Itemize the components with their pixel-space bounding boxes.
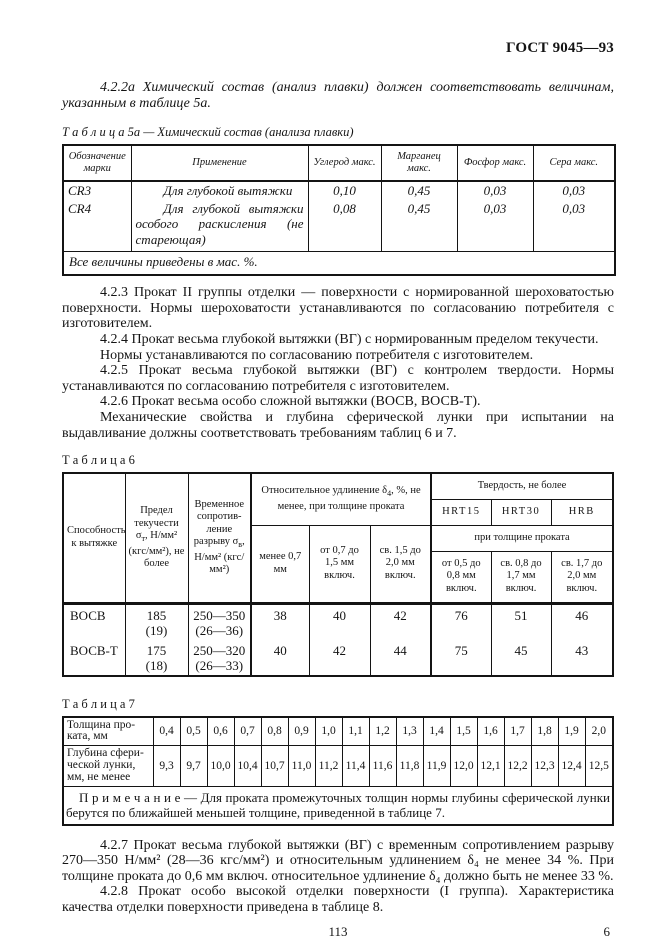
- cell-tensile: 250—320 (26—33): [188, 640, 251, 676]
- cell-carbon: 0,08: [308, 200, 381, 252]
- cell-elong-2: 42: [309, 640, 370, 676]
- depth-value: 12,4: [558, 746, 585, 786]
- thickness-value: 1,6: [477, 717, 504, 746]
- thickness-value: 1,3: [396, 717, 423, 746]
- col-header-hrt15: HRT15: [431, 499, 491, 525]
- cell-sulfur: 0,03: [533, 200, 615, 252]
- col-header-application: Применение: [131, 145, 308, 181]
- thickness-value: 2,0: [585, 717, 613, 746]
- table-6: [62, 472, 614, 677]
- col-header-hard-08-17: св. 0,8 до 1,7 мм включ.: [491, 551, 551, 603]
- depth-value: 12,0: [450, 746, 477, 786]
- para-4-2-3: 4.2.3 Прокат II группы отделки — поверхности с нормированной шероховатостью поверхности. Нормы шероховатости устанавливаются по согласованию потребителя с изготовителем.: [62, 285, 614, 332]
- page-number-center: 113: [328, 923, 348, 939]
- col-header-tensile-strength: Временное сопротивление разрыву $\sigma_в$, Н/мм² (кгс/мм²): [188, 473, 251, 603]
- col-header-sulfur: Сера макс.: [533, 145, 615, 181]
- depth-value: 9,7: [180, 746, 207, 786]
- page-footer: [62, 924, 614, 940]
- para-4-2-7: 4.2.7 Прокат весьма глубокой вытяжки (ВГ) с временным сопротивлением разрыву 270—350 Н/мм² (28—36 кгс/мм²) и относительным удлинением δ₄ не менее 34 %. При толщине проката до 0,6 мм включ. относительное удлинение δ₄ должно быть не менее 33 %.: [62, 837, 614, 884]
- depth-value: 9,3: [153, 746, 180, 786]
- thickness-value: 1,8: [531, 717, 558, 746]
- cell-elong-3: 42: [370, 603, 431, 640]
- thickness-value: 0,4: [153, 717, 180, 746]
- col-header-mark: Обозначение марки: [63, 145, 131, 181]
- para-4-2-5: 4.2.5 Прокат весьма глубокой вытяжки (ВГ) с контролем твердости. Нормы устанавливаются по согласованию потребителя с изготовителем.: [62, 363, 614, 394]
- thickness-value: 1,2: [369, 717, 396, 746]
- cell-manganese: 0,45: [381, 181, 457, 200]
- depth-value: 10,7: [261, 746, 288, 786]
- cell-application: Для глубокой вытяжки: [131, 181, 308, 200]
- table-5a: [62, 144, 616, 276]
- col-group-elongation: Относительное удлинение $\delta_4$, %, не менее, при толщине проката: [251, 473, 431, 525]
- cell-grade: ВОСВ: [63, 603, 125, 640]
- page-number-right: 6: [603, 923, 610, 939]
- cell-phosphorus: 0,03: [457, 181, 533, 200]
- cell-mark: CR3: [68, 183, 92, 199]
- table-row-vosv: [63, 603, 613, 640]
- col-header-elong-07-15: от 0,7 до 1,5 мм включ.: [309, 525, 370, 603]
- cell-grade: ВОСВ-Т: [63, 640, 125, 676]
- table-7-note: П р и м е ч а н и е — Для проката промежуточных толщин нормы глубины сферической лунки берутся по ближайшей меньшей толщине, приведенной в таблице 7.: [63, 786, 613, 825]
- thickness-value: 1,5: [450, 717, 477, 746]
- thickness-value: 1,4: [423, 717, 450, 746]
- thickness-value: 0,8: [261, 717, 288, 746]
- thickness-value: 0,9: [288, 717, 315, 746]
- para-4-2-6b: Механические свойства и глубина сферической лунки при испытании на выдавливание должны соответствовать требованиям таблиц 6 и 7.: [62, 409, 614, 441]
- cell-tensile: 250—350 (26—36): [188, 603, 251, 640]
- table-5a-caption: Т а б л и ц а 5а — Химический состав (анализа плавки): [62, 125, 354, 140]
- depth-value: 12,2: [504, 746, 531, 786]
- cell-yield: 175 (18): [125, 640, 188, 676]
- col-header-elong-lt07: менее 0,7 мм: [251, 525, 309, 603]
- table-5a-footnote-row: [63, 252, 615, 276]
- row-label-thickness: Толщина проката, мм: [63, 717, 153, 746]
- depth-value: 11,4: [342, 746, 369, 786]
- cell-elong-1: 38: [251, 603, 309, 640]
- row-label-depth: Глубина сферической лунки, мм, не менее: [63, 746, 153, 786]
- depth-value: 11,9: [423, 746, 450, 786]
- cell-hard-3: 43: [551, 640, 613, 676]
- thickness-value: 1,1: [342, 717, 369, 746]
- depth-value: 12,1: [477, 746, 504, 786]
- cell-hard-2: 45: [491, 640, 551, 676]
- cell-elong-1: 40: [251, 640, 309, 676]
- cell-application: Для глубокой вытяжки особого раскисления (не стареющая): [131, 200, 308, 252]
- cell-elong-3: 44: [370, 640, 431, 676]
- cell-sulfur: 0,03: [533, 181, 615, 200]
- table-7-caption: Т а б л и ц а 7: [62, 696, 135, 711]
- col-header-carbon: Углерод макс.: [308, 145, 381, 181]
- col-header-hrb: HRB: [551, 499, 613, 525]
- depth-value: 12,3: [531, 746, 558, 786]
- para-4-2-4: 4.2.4 Прокат весьма глубокой вытяжки (ВГ) с нормированным пределом текучести.: [100, 331, 599, 347]
- table-5a-footnote: Все величины приведены в мас. %.: [63, 252, 615, 276]
- cell-phosphorus: 0,03: [457, 200, 533, 252]
- cell-manganese: 0,45: [381, 200, 457, 252]
- col-header-hard-17-20: св. 1,7 до 2,0 мм включ.: [551, 551, 613, 603]
- section-paragraphs: [62, 285, 614, 441]
- thickness-value: 1,9: [558, 717, 585, 746]
- thickness-value: 1,0: [315, 717, 342, 746]
- table-5a-header-row: [63, 145, 615, 181]
- para-4-2-6: 4.2.6 Прокат весьма особо сложной вытяжки (ВОСВ, ВОСВ-Т).: [100, 394, 481, 410]
- col-header-yield-strength: Предел текучести $\sigma_т$, Н/мм² (кгс/мм²), не более: [125, 473, 188, 603]
- table-7-note-row: [63, 786, 613, 825]
- thickness-value: 0,5: [180, 717, 207, 746]
- cell-mark: CR4: [68, 200, 92, 216]
- cell-hard-1: 76: [431, 603, 491, 640]
- col-subheader-hardness-thickness: при толщине проката: [431, 525, 613, 551]
- para-4-2-8: 4.2.8 Прокат особо высокой отделки поверхности (I группа). Характеристика качества отделки поверхности приведена в таблице 8.: [62, 884, 614, 915]
- cell-hard-1: 75: [431, 640, 491, 676]
- col-header-phosphorus: Фосфор макс.: [457, 145, 533, 181]
- table-row-vosv-t: [63, 640, 613, 676]
- thickness-value: 0,6: [207, 717, 234, 746]
- col-header-ability: Способность к вытяжке: [63, 473, 125, 603]
- table-7-depth-row: [63, 746, 613, 786]
- depth-value: 11,2: [315, 746, 342, 786]
- col-header-elong-15-20: св. 1,5 до 2,0 мм включ.: [370, 525, 431, 603]
- col-header-manganese: Марганец макс.: [381, 145, 457, 181]
- col-header-hard-05-08: от 0,5 до 0,8 мм включ.: [431, 551, 491, 603]
- depth-value: 11,8: [396, 746, 423, 786]
- table-row-cr4: [63, 200, 615, 252]
- cell-hard-2: 51: [491, 603, 551, 640]
- cell-carbon: 0,10: [308, 181, 381, 200]
- cell-elong-2: 40: [309, 603, 370, 640]
- depth-value: 11,0: [288, 746, 315, 786]
- thickness-value: 1,7: [504, 717, 531, 746]
- col-header-hrt30: HRT30: [491, 499, 551, 525]
- table-7-thickness-row: [63, 717, 613, 746]
- para-4-2-4b: Нормы устанавливаются по согласованию потребителя с изготовителем.: [100, 347, 534, 363]
- depth-value: 10,4: [234, 746, 261, 786]
- table-row-cr3: [63, 181, 615, 200]
- table-6-header-row-1: [63, 473, 613, 499]
- depth-value: 10,0: [207, 746, 234, 786]
- depth-value: 11,6: [369, 746, 396, 786]
- depth-value: 12,5: [585, 746, 613, 786]
- table-7: [62, 716, 614, 826]
- col-group-hardness: Твердость, не более: [431, 473, 613, 499]
- thickness-value: 0,7: [234, 717, 261, 746]
- cell-hard-3: 46: [551, 603, 613, 640]
- cell-yield: 185 (19): [125, 603, 188, 640]
- doc-number: ГОСТ 9045—93: [505, 40, 614, 56]
- table-6-caption: Т а б л и ц а 6: [62, 453, 135, 468]
- para-4-2-2a: 4.2.2а Химический состав (анализ плавки) должен соответствовать величинам, указанным в таблице 5а.: [62, 80, 614, 111]
